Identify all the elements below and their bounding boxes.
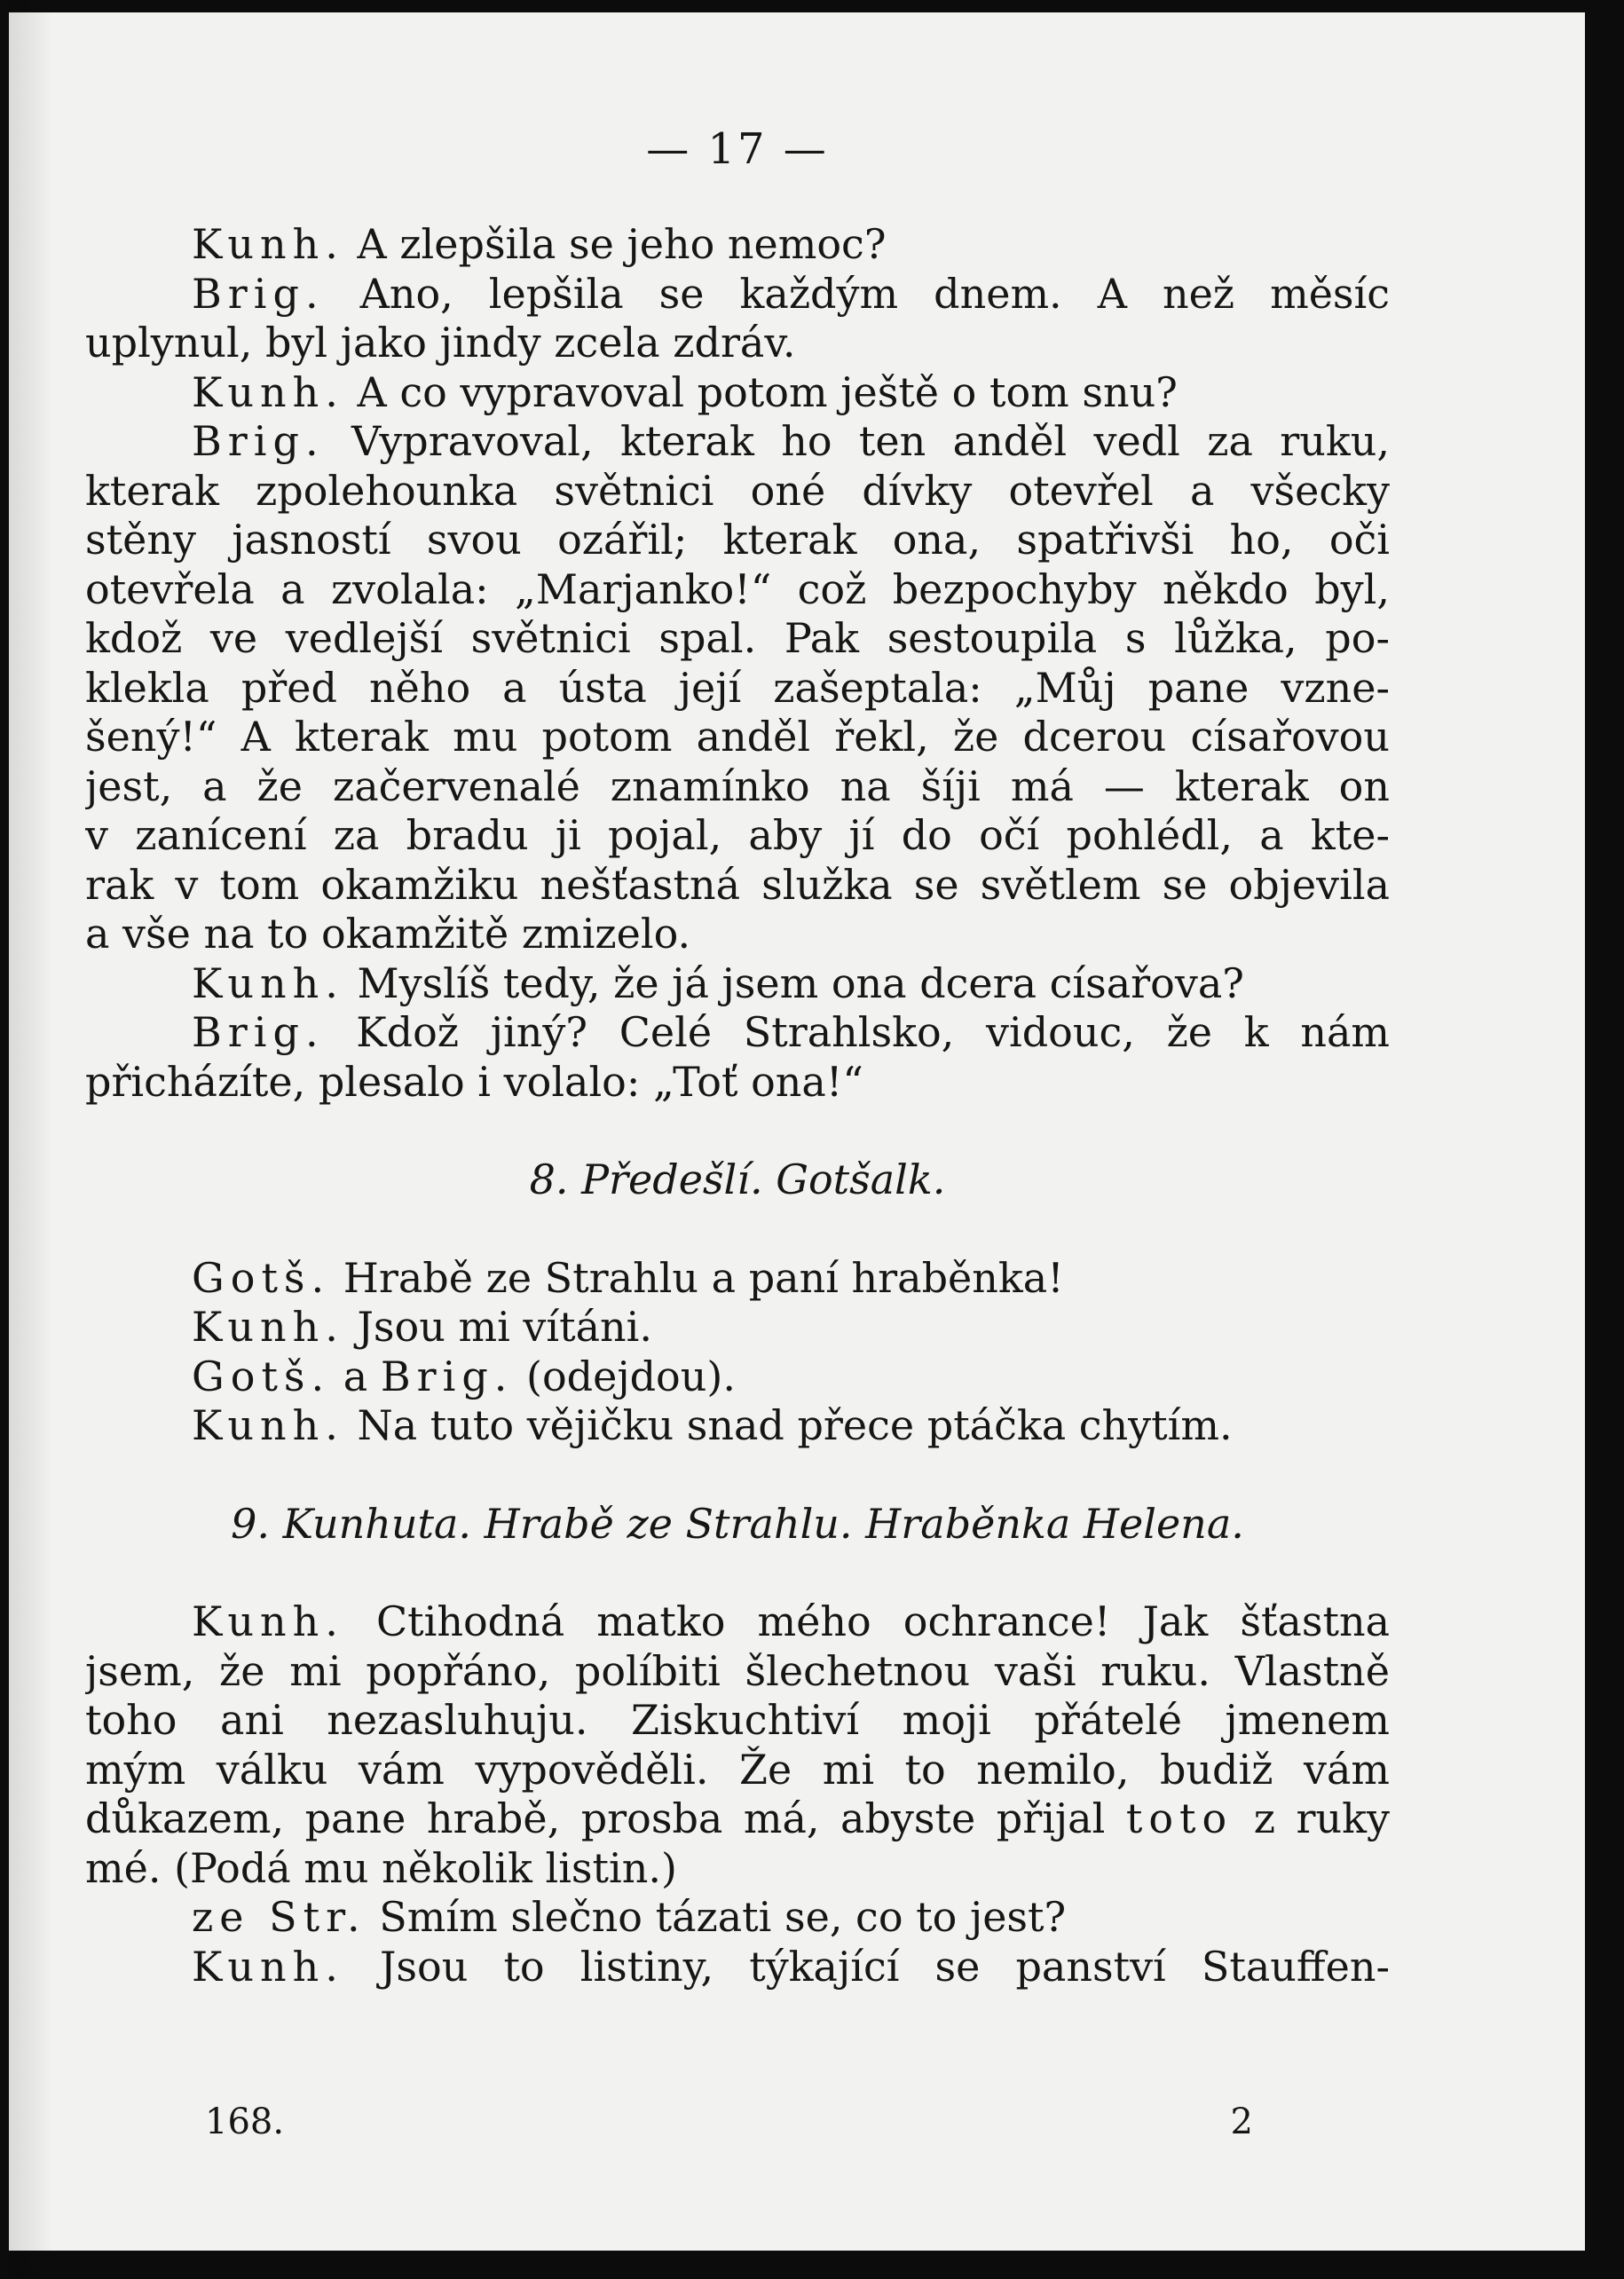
text-line (85, 1746, 1390, 1795)
text-line (85, 565, 1390, 615)
scan-border-right (1585, 0, 1624, 2279)
line-text: Na tuto vějičku snad přece ptáčka chytím. (343, 1401, 1233, 1449)
line-text: Smím slečno tázati se, co to jest? (366, 1893, 1067, 1941)
text-line (85, 614, 1390, 664)
text-line (85, 270, 1390, 319)
text-line (85, 1893, 1390, 1943)
speaker-name: toto (1125, 1794, 1234, 1842)
line-text: důkazem, pane hrabě, prosba má, abyste přijal (85, 1794, 1126, 1842)
line-text: Vypravoval, kterak ho ten anděl vedl za ruku, (324, 417, 1390, 465)
line-text: jsem, že mi popřáno, políbiti šlechetnou vaši ruku. Vlastně (85, 1646, 1390, 1695)
text-line (85, 1597, 1390, 1647)
page-number: — 17 — (646, 124, 829, 174)
text-line (85, 220, 1390, 270)
speaker-name: Kunh. (192, 1942, 344, 1991)
text-line (85, 664, 1390, 714)
line-text: Kdož jiný? Celé Strahlsko, vidouc, že k nám (324, 1008, 1390, 1056)
text-line (85, 1943, 1390, 1992)
line-text: stěny jasností svou ozářil; kterak ona, spatřivši ho, oči (85, 516, 1390, 564)
line-text: otevřela a zvolala: „Marjanko!“ což bezpochyby někdo byl, (85, 564, 1390, 613)
line-text: Ano, lepšila se každým dnem. A než měsíc (324, 269, 1390, 318)
text-line (85, 1696, 1390, 1746)
line-text: Hrabě ze Strahlu a paní hraběnka! (330, 1253, 1064, 1302)
line-text: A co vypravoval potom ještě o tom snu? (343, 367, 1178, 416)
line-text: Jsou mi vítáni. (343, 1303, 652, 1351)
sheet-number: 2 (1230, 2102, 1253, 2142)
speaker-name: Kunh. (192, 367, 344, 416)
text-line (85, 762, 1390, 812)
line-text: přicházíte, plesalo i volalo: „Toť ona!“ (85, 1057, 863, 1106)
line-text: mým válku vám vypověděli. Že mi to nemilo, budiž vám (85, 1745, 1390, 1794)
line-text: jest, a že začervenalé znamínko na šíji má — kterak on (85, 761, 1390, 810)
line-text: kdož ve vedlejší světnici spal. Pak sestoupila s lůžka, po- (85, 614, 1390, 662)
scan-border-bottom (0, 2251, 1624, 2279)
text-line (85, 910, 1390, 959)
line-text: a vše na to okamžitě zmizelo. (85, 910, 691, 958)
page-footer (85, 2102, 1253, 2142)
spine-shadow (9, 0, 53, 2279)
line-text: Jsou to listiny, týkající se panství Stauffen- (343, 1942, 1390, 1991)
text-line (85, 1058, 1390, 1108)
line-text: klekla před něho a ústa její zašeptala: „Můj pane vzne- (85, 663, 1390, 712)
text-line (85, 713, 1390, 762)
text-line (85, 417, 1390, 467)
line-text: a (330, 1352, 381, 1400)
text-line (85, 1844, 1390, 1894)
signature-mark: 168. (205, 2102, 285, 2142)
scene-9-dialogue (85, 1597, 1390, 1991)
speaker-name: Kunh. (192, 1597, 344, 1645)
text-line (85, 811, 1390, 861)
speaker-name: Brig. (192, 1008, 325, 1056)
text-line (85, 1352, 1390, 1402)
speaker-name: Kunh. (192, 958, 344, 1007)
text-line (85, 368, 1390, 418)
speaker-name: Gotš. (192, 1253, 331, 1302)
scan-border-left (0, 0, 9, 2279)
speaker-name: Brig. (380, 1352, 514, 1400)
text-line (85, 319, 1390, 368)
line-text: A zlepšila se jeho nemoc? (343, 220, 887, 268)
text-line (85, 1401, 1390, 1451)
line-text: Ctihodná matko mého ochrance! Jak šťastna (343, 1597, 1390, 1645)
line-text: mé. (Podá mu několik listin.) (85, 1843, 677, 1892)
line-text: z ruky (1233, 1794, 1390, 1842)
text-line (85, 1794, 1390, 1844)
line-text: Myslíš tedy, že já jsem ona dcera císařova? (343, 958, 1244, 1007)
scan-border-top (0, 0, 1624, 12)
speaker-name: Gotš. (192, 1352, 331, 1400)
scene-8-dialogue (85, 1254, 1390, 1451)
speaker-name: ze Str. (192, 1893, 367, 1941)
text-line (85, 1647, 1390, 1697)
text-line (85, 516, 1390, 565)
text-line (85, 861, 1390, 911)
scene-heading-9: 9. Kunhuta. Hrabě ze Strahlu. Hraběnka Helena. (231, 1499, 1244, 1548)
scene-heading-8: 8. Předešlí. Gotšalk. (529, 1155, 946, 1203)
line-text: v zanícení za bradu ji pojal, aby jí do očí pohlédl, a kte- (85, 811, 1390, 859)
line-text: kterak zpolehounka světnici oné dívky otevřel a všecky (85, 466, 1390, 515)
text-line (85, 1254, 1390, 1304)
line-text: (odejdou). (513, 1352, 736, 1400)
line-text: šený!“ A kterak mu potom anděl řekl, že dcerou císařovou (85, 713, 1390, 761)
speaker-name: Kunh. (192, 1303, 344, 1351)
text-line (85, 1008, 1390, 1058)
speaker-name: Kunh. (192, 1401, 344, 1449)
book-page (85, 124, 1390, 1991)
line-text: toho ani nezasluhuju. Ziskuchtiví moji přátelé jmenem (85, 1696, 1390, 1744)
speaker-name: Brig. (192, 269, 325, 318)
text-line (85, 959, 1390, 1009)
line-text: uplynul, byl jako jindy zcela zdráv. (85, 319, 796, 367)
text-line (85, 467, 1390, 517)
dialogue-block (85, 220, 1390, 1107)
text-line (85, 1303, 1390, 1352)
speaker-name: Brig. (192, 417, 325, 465)
speaker-name: Kunh. (192, 220, 344, 268)
line-text: rak v tom okamžiku nešťastná služka se světlem se objevila (85, 860, 1390, 909)
